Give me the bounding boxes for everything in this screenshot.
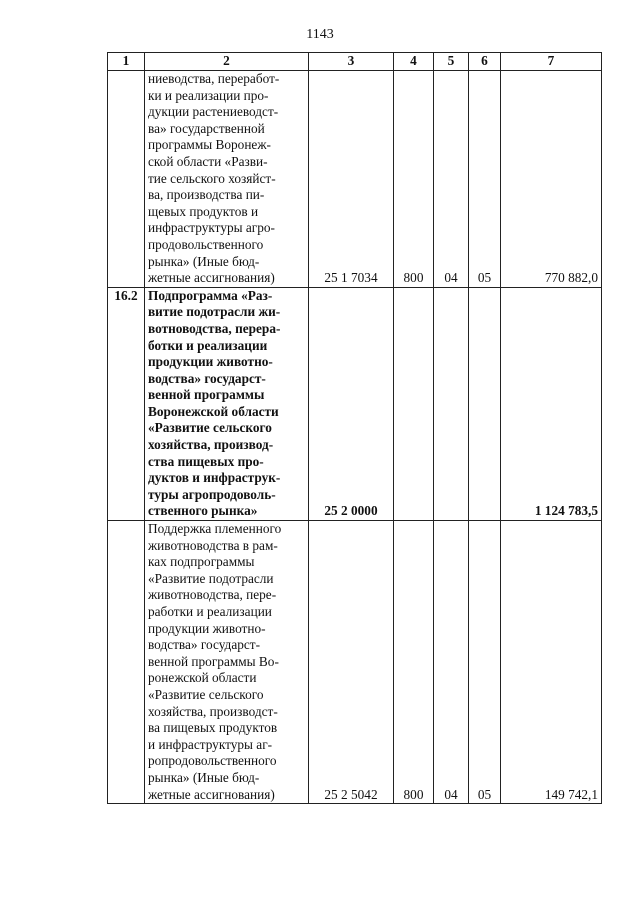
name-line: тие сельского хозяйст-: [148, 170, 276, 186]
header-col-4: 4: [394, 53, 434, 71]
name-line: вотноводства, перера-: [148, 320, 281, 336]
header-col-2: 2: [145, 53, 309, 71]
name-line: ботки и реализации: [148, 337, 268, 353]
header-col-3: 3: [309, 53, 394, 71]
name-line: водства» государст-: [148, 637, 261, 653]
name-line: туры агропродоволь-: [148, 486, 276, 502]
amount-cell: 770 882,0: [501, 71, 602, 288]
name-line: работки и реализации: [148, 604, 272, 619]
name-line: венной программы: [148, 387, 265, 403]
amount-cell: 1 124 783,5: [501, 287, 602, 520]
name-line: ской области «Разви-: [148, 153, 268, 169]
name-line: ронежской области: [148, 670, 257, 686]
name-line: и инфраструктуры аг-: [148, 736, 273, 752]
name-line: продукции животно-: [148, 354, 273, 370]
subsection-cell: 05: [469, 521, 501, 804]
name-line: ва» государственной: [148, 120, 265, 136]
table-body: [108, 71, 602, 804]
subsection-cell: 05: [469, 71, 501, 288]
expense-type-cell: 800: [394, 71, 434, 288]
budget-table: [107, 52, 602, 804]
subsection-cell: [469, 287, 501, 520]
name-line: жетные ассигнования): [148, 270, 275, 286]
header-col-5: 5: [434, 53, 469, 71]
name-line: ства пищевых про-: [148, 453, 264, 469]
name-line: дуктов и инфраструк-: [148, 470, 281, 486]
name-line: ки и реализации про-: [148, 87, 269, 103]
name-line: витие подотрасли жи-: [148, 304, 281, 320]
name-line: ва пищевых продуктов: [148, 720, 278, 736]
name-line: рынка» (Иные бюд-: [148, 769, 260, 785]
target-code-cell: 25 2 5042: [309, 521, 394, 804]
name-line: жетные ассигнования): [148, 786, 275, 802]
name-line: водства» государст-: [148, 370, 266, 386]
name-line: программы Воронеж-: [148, 137, 271, 153]
name-line: животноводства в рам-: [148, 537, 278, 553]
row-name-cell: [145, 71, 309, 288]
expense-type-cell: [394, 287, 434, 520]
row-number-cell: [108, 71, 145, 288]
name-line: ках подпрограммы: [148, 554, 255, 570]
name-line: Воронежской области: [148, 403, 279, 419]
header-col-7: 7: [501, 53, 602, 71]
name-line: инфраструктуры агро-: [148, 220, 275, 236]
header-col-6: 6: [469, 53, 501, 71]
row-number-cell: 16.2: [108, 287, 145, 520]
header-col-1: 1: [108, 53, 145, 71]
name-line: «Развитие подотрасли: [148, 570, 274, 586]
name-line: ственного рынка»: [148, 503, 258, 519]
table-row: [108, 521, 602, 804]
row-name-cell: [145, 287, 309, 520]
amount-cell: 149 742,1: [501, 521, 602, 804]
name-line: животноводства, пере-: [148, 587, 277, 603]
name-line: венной программы Во-: [148, 653, 279, 669]
header-row: [108, 53, 602, 71]
page-number: 1143: [306, 27, 334, 42]
name-line: ропродовольственного: [148, 753, 277, 769]
section-cell: 04: [434, 71, 469, 288]
name-line: «Развитие сельского: [148, 420, 272, 436]
name-line: Подпрограмма «Раз-: [148, 287, 273, 303]
name-line: рынка» (Иные бюд-: [148, 253, 260, 269]
expense-type-cell: 800: [394, 521, 434, 804]
name-line: дукции растениеводст-: [148, 104, 279, 120]
target-code-cell: 25 1 7034: [309, 71, 394, 288]
name-line: Поддержка племенного: [148, 521, 282, 537]
row-number-cell: [108, 521, 145, 804]
name-line: хозяйства, производст-: [148, 703, 278, 719]
name-line: хозяйства, производ-: [148, 437, 274, 453]
name-line: продовольственного: [148, 236, 264, 252]
name-line: ва, производства пи-: [148, 187, 265, 203]
section-cell: [434, 287, 469, 520]
name-line: ниеводства, переработ-: [148, 71, 280, 86]
target-code-cell: 25 2 0000: [309, 287, 394, 520]
name-line: «Развитие сельского: [148, 686, 264, 702]
name-line: продукции животно-: [148, 620, 266, 636]
row-name-cell: [145, 521, 309, 804]
table-row: [108, 287, 602, 520]
name-line: щевых продуктов и: [148, 203, 259, 219]
section-cell: 04: [434, 521, 469, 804]
table-row: [108, 71, 602, 288]
